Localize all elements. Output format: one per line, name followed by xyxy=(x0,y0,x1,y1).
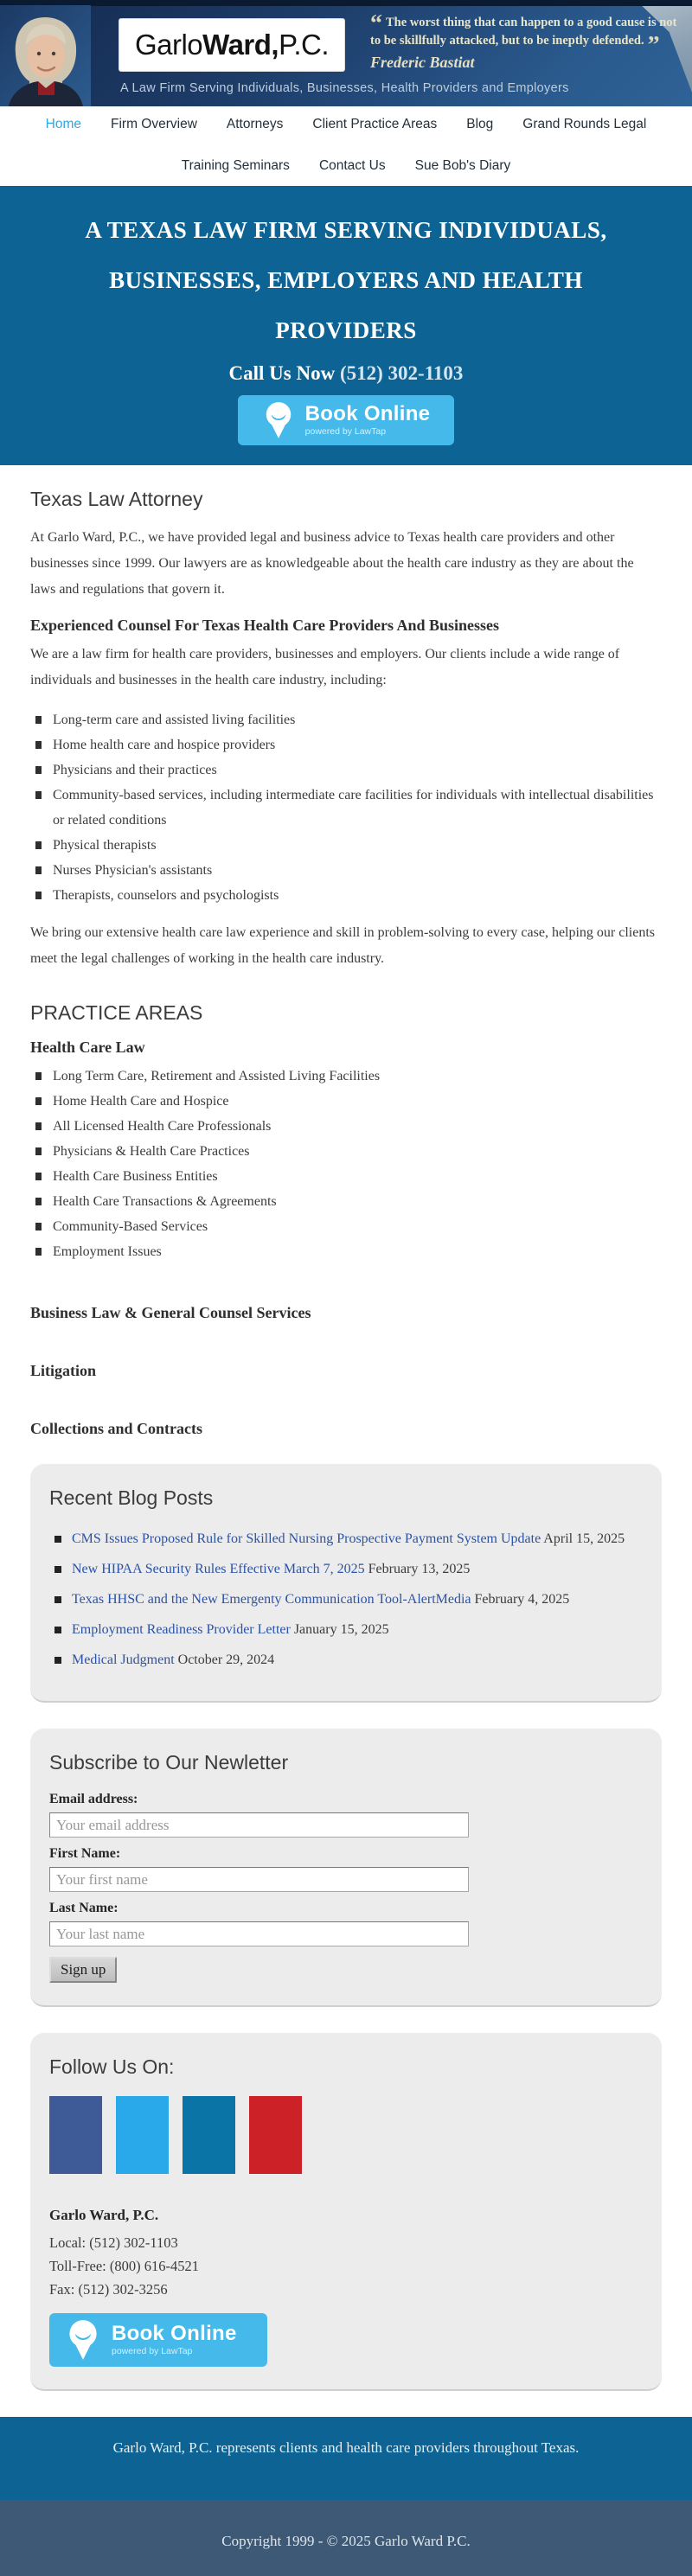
book-online-button-footer[interactable] xyxy=(49,2313,267,2367)
firm-logo xyxy=(119,18,345,72)
list-item: Physical therapists xyxy=(30,833,662,858)
list-item: Long-term care and assisted living facilities xyxy=(30,707,662,732)
last-name-label: Last Name: xyxy=(49,1901,119,1915)
nav-item-sue-bobs-diary[interactable]: Sue Bob's Diary xyxy=(414,158,511,173)
quote-text: The worst thing that can happen to a good cause is not to be skillfully attacked, but to be ineptly defended. xyxy=(370,16,677,48)
closing-paragraph: We bring our extensive health care law experience and skill in problem-solving to every case, helping our clients meet the legal challenges of working in the health care industry. xyxy=(30,925,656,966)
blog-post-item xyxy=(49,1527,643,1551)
hero-phone-number: (512) 302-1103 xyxy=(339,362,464,384)
follow-us-title: Follow Us On: xyxy=(49,2055,175,2078)
blog-post-link[interactable]: New HIPAA Security Rules Effective March 7, 2025 xyxy=(72,1562,365,1576)
book-online-label: Book Online xyxy=(304,402,431,425)
header-top-strip xyxy=(0,0,692,6)
blog-post-link[interactable]: CMS Issues Proposed Rule for Skilled Nursing Prospective Payment System Update xyxy=(72,1531,541,1546)
header-banner xyxy=(0,0,692,106)
list-item: Physicians & Health Care Practices xyxy=(30,1139,662,1164)
powered-by-lawtap-label: powered by LawTap xyxy=(112,2346,193,2356)
blog-post-item xyxy=(49,1648,643,1672)
follow-contact-box xyxy=(30,2033,662,2391)
intro-paragraph: At Garlo Ward, P.C., we have provided legal and business advice to Texas health care providers and other businesses since 1999. Our lawyers are as knowledgeable about the health care industry as they are about the laws and regulations that govern it. xyxy=(30,530,634,597)
list-item: Health Care Transactions & Agreements xyxy=(30,1189,662,1214)
list-item: Employment Issues xyxy=(30,1239,662,1264)
social-icons-row xyxy=(49,2096,643,2174)
list-item: Therapists, counselors and psychologists xyxy=(30,883,662,908)
list-item: Nurses Physician's assistants xyxy=(30,858,662,883)
list-item: Community-Based Services xyxy=(30,1214,662,1239)
contact-firm-name: Garlo Ward, P.C. xyxy=(49,2207,159,2223)
linkedin-icon[interactable] xyxy=(183,2096,235,2174)
blog-post-link[interactable]: Texas HHSC and the New Emergenty Communication Tool-AlertMedia xyxy=(72,1592,471,1607)
lawtap-balloon-icon xyxy=(65,2318,101,2362)
facebook-icon[interactable] xyxy=(49,2096,102,2174)
book-online-button[interactable] xyxy=(238,395,454,445)
blog-post-date: January 15, 2025 xyxy=(290,1622,389,1637)
recent-blog-posts-box xyxy=(30,1464,662,1703)
blog-post-date: February 13, 2025 xyxy=(364,1562,471,1576)
logo-text-bold: Ward, xyxy=(202,29,279,61)
logo-text-regular: Garlo xyxy=(134,29,203,61)
contact-tollfree-phone: Toll-Free: (800) 616-4521 xyxy=(49,2258,199,2274)
list-item: Long Term Care, Retirement and Assisted Living Facilities xyxy=(30,1064,662,1089)
lawtap-balloon-icon xyxy=(262,400,295,440)
hero-heading: A TEXAS LAW FIRM SERVING INDIVIDUALS, BUSINESSES, EMPLOYERS AND HEALTH PROVIDERS xyxy=(85,217,607,343)
list-item: Community-based services, including intermediate care facilities for individuals with intellectual disabilities or related conditions xyxy=(30,783,662,833)
nav-item-grand-rounds-legal[interactable]: Grand Rounds Legal xyxy=(522,117,647,131)
quote-author: Frederic Bastiat xyxy=(370,54,475,71)
experienced-counsel-heading: Experienced Counsel For Texas Health Care Providers And Businesses xyxy=(30,617,500,634)
list-item: Home health care and hospice providers xyxy=(30,732,662,757)
list-item: All Licensed Health Care Professionals xyxy=(30,1114,662,1139)
blog-post-date: October 29, 2024 xyxy=(174,1652,275,1667)
main-navigation xyxy=(0,106,692,186)
litigation-heading: Litigation xyxy=(30,1362,97,1379)
footer-tagline-band xyxy=(0,2417,692,2500)
last-name-field[interactable] xyxy=(49,1921,469,1946)
newsletter-title: Subscribe to Our Newletter xyxy=(49,1751,289,1774)
hero-call-line xyxy=(0,361,692,387)
book-online-text xyxy=(112,2324,237,2356)
health-care-law-heading: Health Care Law xyxy=(30,1039,145,1056)
nav-item-contact-us[interactable]: Contact Us xyxy=(318,158,386,173)
nav-item-attorneys[interactable]: Attorneys xyxy=(226,117,284,131)
blog-post-link[interactable]: Medical Judgment xyxy=(72,1652,175,1667)
book-online-label: Book Online xyxy=(112,2322,237,2345)
list-item: Health Care Business Entities xyxy=(30,1164,662,1189)
footer-copyright-band xyxy=(0,2500,692,2576)
list-item: Physicians and their practices xyxy=(30,757,662,783)
twitter-icon[interactable] xyxy=(116,2096,169,2174)
contact-fax: Fax: (512) 302-3256 xyxy=(49,2281,168,2298)
close-quote-mark: ” xyxy=(647,32,660,59)
business-law-heading: Business Law & General Counsel Services xyxy=(30,1304,311,1321)
collections-contracts-heading: Collections and Contracts xyxy=(30,1420,202,1437)
footer-tagline-text: Garlo Ward, P.C. represents clients and health care providers throughout Texas. xyxy=(112,2439,580,2456)
first-name-label: First Name: xyxy=(49,1846,121,1861)
contact-local-phone: Local: (512) 302-1103 xyxy=(49,2234,178,2251)
nav-item-firm-overview[interactable]: Firm Overview xyxy=(111,117,197,131)
nav-item-training-seminars[interactable]: Training Seminars xyxy=(181,158,290,173)
blog-posts-list xyxy=(49,1527,643,1672)
client-types-list xyxy=(30,707,662,908)
nav-item-client-practice-areas[interactable]: Client Practice Areas xyxy=(312,117,438,131)
blog-post-item xyxy=(49,1557,643,1582)
nav-row-2 xyxy=(0,158,692,174)
practice-areas-title: PRACTICE AREAS xyxy=(30,1001,203,1024)
nav-row-1 xyxy=(0,117,692,132)
email-label: Email address: xyxy=(49,1792,138,1806)
blog-post-item xyxy=(49,1588,643,1612)
page-title: Texas Law Attorney xyxy=(30,488,203,510)
attorney-portrait-photo xyxy=(0,5,91,106)
call-us-now-label: Call Us Now xyxy=(228,362,340,384)
powered-by-lawtap-label: powered by LawTap xyxy=(304,426,387,437)
nav-item-blog[interactable]: Blog xyxy=(466,117,494,131)
main-content xyxy=(0,465,692,1438)
nav-item-home[interactable]: Home xyxy=(45,117,82,131)
blog-post-item xyxy=(49,1618,643,1642)
blog-post-date: February 4, 2025 xyxy=(471,1592,570,1607)
list-item: Home Health Care and Hospice xyxy=(30,1089,662,1114)
recent-blog-posts-title: Recent Blog Posts xyxy=(49,1486,214,1509)
copyright-text: Copyright 1999 - © 2025 Garlo Ward P.C. xyxy=(221,2533,471,2549)
hero-banner xyxy=(0,186,692,465)
book-online-text xyxy=(305,404,431,437)
header-quote xyxy=(370,10,683,73)
health-care-law-list xyxy=(30,1064,662,1264)
clients-paragraph: We are a law firm for health care providers, businesses and employers. Our clients include a wide range of individuals and businesses in the health care industry, including: xyxy=(30,647,620,687)
first-name-field[interactable] xyxy=(49,1867,469,1892)
youtube-icon[interactable] xyxy=(249,2096,302,2174)
firm-tagline: A Law Firm Serving Individuals, Businesses, Health Providers and Employers xyxy=(120,81,569,95)
email-field[interactable] xyxy=(49,1812,469,1838)
blog-post-date: April 15, 2025 xyxy=(541,1531,625,1546)
open-quote-mark: “ xyxy=(370,10,382,37)
blog-post-link[interactable]: Employment Readiness Provider Letter xyxy=(72,1622,291,1637)
logo-text-suffix: P.C. xyxy=(279,29,330,61)
newsletter-box xyxy=(30,1729,662,2007)
sign-up-button[interactable]: Sign up xyxy=(49,1957,117,1983)
